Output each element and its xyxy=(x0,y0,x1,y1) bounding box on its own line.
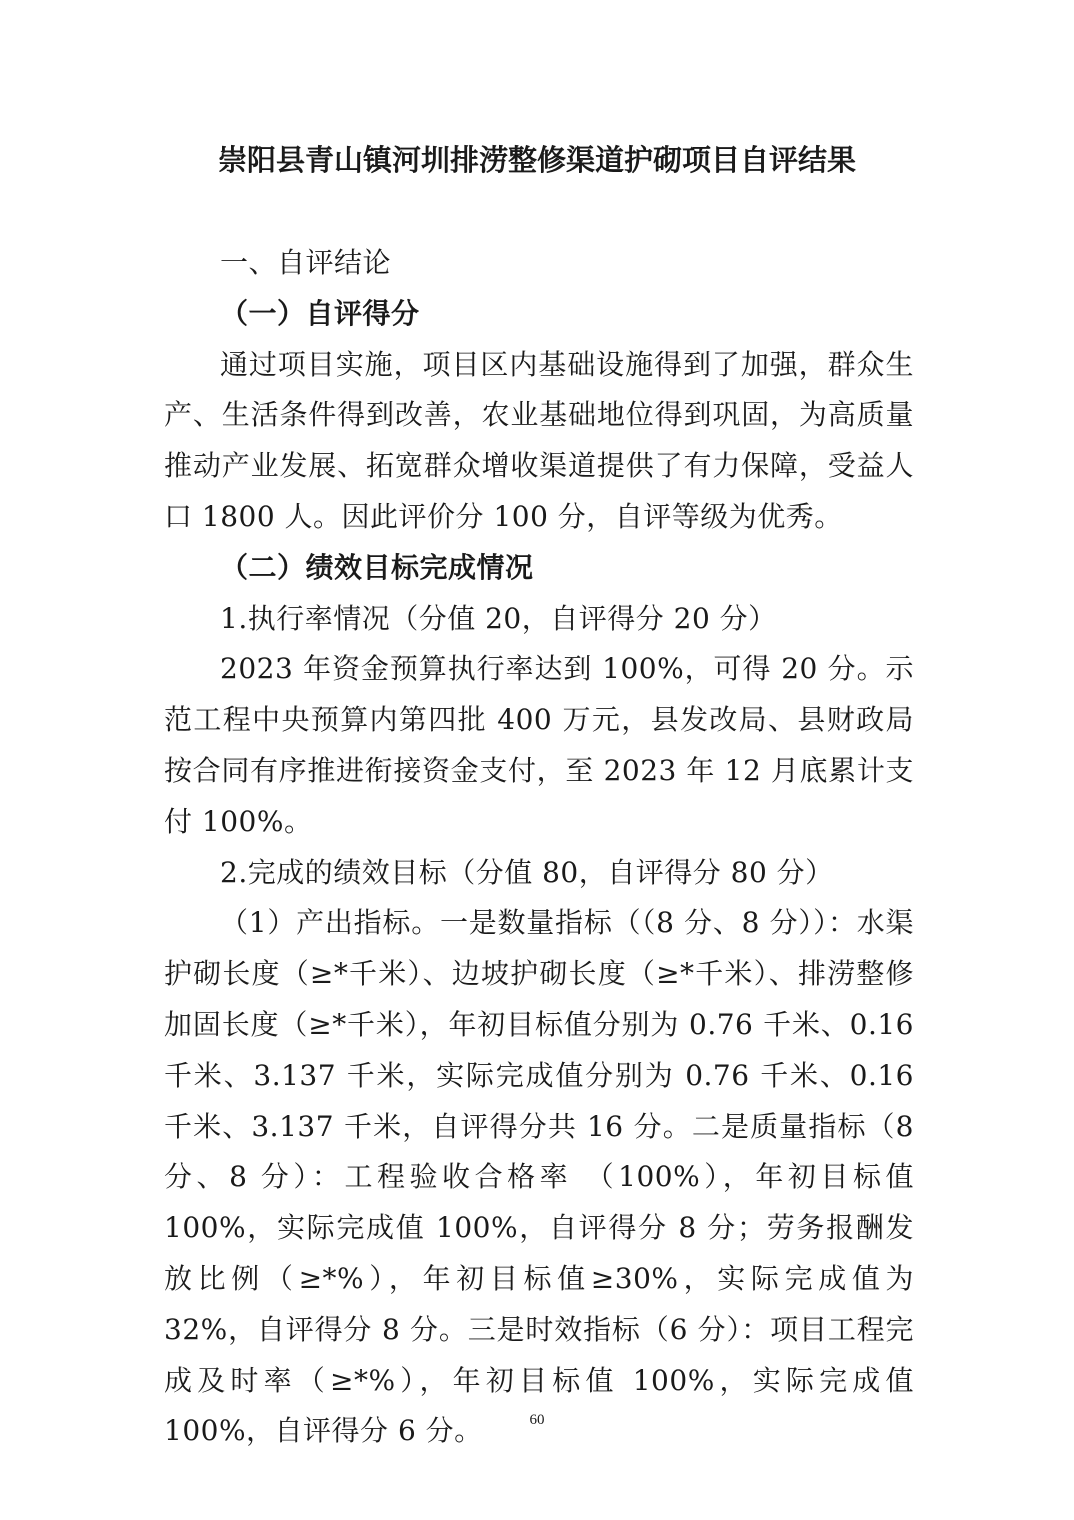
item-heading-execution-rate: 1.执行率情况（分值 20，自评得分 20 分） xyxy=(220,601,777,635)
subsection-heading-performance: （二）绩效目标完成情况 xyxy=(220,550,534,584)
page-number: 60 xyxy=(529,1412,545,1428)
document-body xyxy=(164,238,914,1457)
paragraph-score: 通过项目实施，项目区内基础设施得到了加强，群众生产、生活条件得到改善，农业基础地位得到巩固，为高质量推动产业发展、拓宽群众增收渠道提供了有力保障，受益人口 1800 人。因此评价分 100 分，自评等级为优秀。 xyxy=(164,347,914,533)
paragraph-output-indicators: （1）产出指标。一是数量指标（（8 分、8 分））：水渠护砌长度（≥*千米）、边坡护砌长度（≥*千米）、排涝整修加固长度（≥*千米），年初目标值分别为 0.76 千米、0.16 千米、3.137 千米，实际完成值分别为 0.76 千米、0.16 千米、3.137 千米，自评得分共 16 分。二是质量指标（8 分、8 分）：工程验收合格率 （100%），年初目标值 100%，实际完成值 100%，自评得分 8 分；劳务报酬发放比例（≥*%），年初目标值≥30%，实际完成值为 32%，自评得分 8 分。三是时效指标（6 分）：项目工程完成及时率（≥*%），年初目标值 100%，实际完成值 100%，自评得分 6 分。 xyxy=(164,906,914,1448)
subsection-heading-score: （一）自评得分 xyxy=(220,296,420,330)
section-heading-conclusion: 一、自评结论 xyxy=(220,246,392,279)
paragraph-execution-rate: 2023 年资金预算执行率达到 100%，可得 20 分。示范工程中央预算内第四批 400 万元，县发改局、县财政局按合同有序推进衔接资金支付，至 2023 年 12 月底累计支付 100%。 xyxy=(164,652,914,838)
item-heading-performance-goals: 2.完成的绩效目标（分值 80，自评得分 80 分） xyxy=(220,855,834,889)
page-title: 崇阳县青山镇河圳排涝整修渠道护砌项目自评结果 xyxy=(217,143,856,177)
